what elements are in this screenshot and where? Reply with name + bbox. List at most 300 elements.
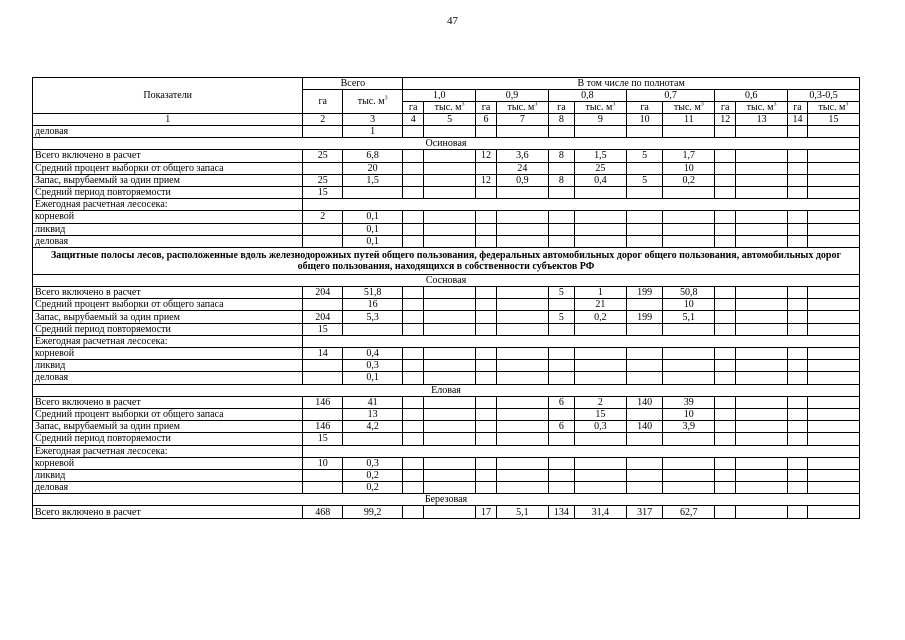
value-cell: 204 bbox=[303, 287, 343, 299]
value-cell bbox=[736, 235, 788, 247]
header-m3: тыс. $м^3$ bbox=[424, 102, 476, 114]
row-label: Всего включено в расчет bbox=[33, 396, 303, 408]
column-number: 9 bbox=[574, 114, 626, 126]
value-cell bbox=[476, 372, 497, 384]
value-cell bbox=[788, 396, 808, 408]
value-cell: 20 bbox=[342, 162, 402, 174]
value-cell: 5,3 bbox=[342, 311, 402, 323]
header-density: 0,9 bbox=[476, 90, 549, 102]
value-cell bbox=[788, 150, 808, 162]
header-ha: га bbox=[476, 102, 497, 114]
value-cell bbox=[403, 287, 424, 299]
value-cell bbox=[496, 482, 548, 494]
value-cell bbox=[715, 372, 736, 384]
value-cell bbox=[807, 323, 859, 335]
value-cell bbox=[403, 360, 424, 372]
column-number: 12 bbox=[715, 114, 736, 126]
header-density: 0,7 bbox=[626, 90, 714, 102]
value-cell: 5 bbox=[626, 174, 662, 186]
value-cell bbox=[403, 150, 424, 162]
value-cell bbox=[807, 162, 859, 174]
row-label: Средний процент выборки от общего запаса bbox=[33, 408, 303, 420]
row-label: корневой bbox=[33, 211, 303, 223]
value-cell bbox=[548, 186, 574, 198]
value-cell: 50,8 bbox=[663, 287, 715, 299]
value-cell bbox=[476, 421, 497, 433]
value-cell: 5 bbox=[626, 150, 662, 162]
value-cell bbox=[548, 126, 574, 138]
value-cell bbox=[807, 469, 859, 481]
value-cell bbox=[663, 433, 715, 445]
table-row bbox=[33, 335, 860, 347]
value-cell bbox=[574, 482, 626, 494]
value-cell bbox=[626, 235, 662, 247]
value-cell bbox=[342, 186, 402, 198]
value-cell bbox=[788, 299, 808, 311]
value-cell bbox=[807, 287, 859, 299]
value-cell: 0,1 bbox=[342, 235, 402, 247]
value-cell bbox=[788, 482, 808, 494]
value-cell bbox=[626, 457, 662, 469]
value-cell bbox=[476, 186, 497, 198]
table-row bbox=[33, 138, 860, 150]
value-cell bbox=[424, 433, 476, 445]
value-cell bbox=[476, 482, 497, 494]
header-indicators: Показатели bbox=[33, 78, 303, 114]
row-label: Средний процент выборки от общего запаса bbox=[33, 162, 303, 174]
value-cell bbox=[403, 408, 424, 420]
value-cell bbox=[476, 162, 497, 174]
value-cell bbox=[807, 235, 859, 247]
value-cell: 21 bbox=[574, 299, 626, 311]
value-cell: 25 bbox=[303, 150, 343, 162]
value-cell: 0,9 bbox=[496, 174, 548, 186]
category-heading: Защитные полосы лесов, расположенные вдоль железнодорожных путей общего пользования, федеральных автомобильных дорог общего пользования, автомобильных дорог общего пользования, находящихся в собственности субъектов РФ bbox=[33, 247, 860, 274]
value-cell: 0,2 bbox=[342, 469, 402, 481]
value-cell bbox=[403, 469, 424, 481]
value-cell bbox=[715, 457, 736, 469]
value-cell bbox=[496, 323, 548, 335]
value-cell: 0,1 bbox=[342, 223, 402, 235]
value-cell bbox=[574, 360, 626, 372]
value-cell bbox=[715, 482, 736, 494]
value-cell: 146 bbox=[303, 396, 343, 408]
value-cell: 0,1 bbox=[342, 372, 402, 384]
value-cell bbox=[496, 360, 548, 372]
value-cell: 0,2 bbox=[663, 174, 715, 186]
value-cell: 146 bbox=[303, 421, 343, 433]
value-cell bbox=[424, 235, 476, 247]
value-cell: 15 bbox=[303, 323, 343, 335]
value-cell bbox=[476, 211, 497, 223]
value-cell bbox=[548, 223, 574, 235]
value-cell bbox=[476, 287, 497, 299]
row-label: деловая bbox=[33, 372, 303, 384]
table-row bbox=[33, 396, 860, 408]
column-number: 10 bbox=[626, 114, 662, 126]
table-row bbox=[33, 247, 860, 274]
table-row bbox=[33, 360, 860, 372]
value-cell bbox=[476, 235, 497, 247]
value-cell bbox=[788, 433, 808, 445]
row-label: Средний процент выборки от общего запаса bbox=[33, 299, 303, 311]
value-cell bbox=[424, 348, 476, 360]
table-row bbox=[33, 126, 860, 138]
value-cell: 2 bbox=[574, 396, 626, 408]
column-number: 5 bbox=[424, 114, 476, 126]
value-cell bbox=[715, 162, 736, 174]
value-cell bbox=[476, 396, 497, 408]
table-row bbox=[33, 211, 860, 223]
table-row bbox=[33, 433, 860, 445]
value-cell bbox=[807, 360, 859, 372]
table-row bbox=[33, 311, 860, 323]
value-cell bbox=[736, 421, 788, 433]
value-cell bbox=[736, 506, 788, 518]
column-number: 13 bbox=[736, 114, 788, 126]
value-cell bbox=[548, 323, 574, 335]
table-row bbox=[33, 482, 860, 494]
value-cell: 99,2 bbox=[342, 506, 402, 518]
value-cell: 14 bbox=[303, 348, 343, 360]
value-cell: 140 bbox=[626, 396, 662, 408]
table-row bbox=[33, 162, 860, 174]
value-cell bbox=[424, 469, 476, 481]
value-cell: 5,1 bbox=[496, 506, 548, 518]
value-cell bbox=[736, 186, 788, 198]
value-cell bbox=[663, 348, 715, 360]
table-row bbox=[33, 421, 860, 433]
value-cell: 3,6 bbox=[496, 150, 548, 162]
value-cell: 134 bbox=[548, 506, 574, 518]
row-label: деловая bbox=[33, 482, 303, 494]
value-cell: 10 bbox=[663, 299, 715, 311]
empty-cell bbox=[303, 445, 860, 457]
value-cell bbox=[403, 126, 424, 138]
value-cell: 1,7 bbox=[663, 150, 715, 162]
value-cell bbox=[715, 223, 736, 235]
value-cell bbox=[403, 223, 424, 235]
value-cell bbox=[626, 126, 662, 138]
value-cell: 10 bbox=[663, 408, 715, 420]
value-cell bbox=[807, 457, 859, 469]
value-cell bbox=[626, 408, 662, 420]
value-cell bbox=[424, 506, 476, 518]
value-cell bbox=[476, 348, 497, 360]
value-cell: 0,3 bbox=[574, 421, 626, 433]
value-cell bbox=[424, 360, 476, 372]
value-cell bbox=[807, 150, 859, 162]
value-cell bbox=[548, 162, 574, 174]
value-cell bbox=[663, 126, 715, 138]
table-row bbox=[33, 457, 860, 469]
value-cell bbox=[424, 408, 476, 420]
column-number: 1 bbox=[33, 114, 303, 126]
value-cell bbox=[548, 433, 574, 445]
header-m3: тыс. $м^3$ bbox=[807, 102, 859, 114]
value-cell bbox=[403, 506, 424, 518]
value-cell bbox=[303, 360, 343, 372]
value-cell bbox=[663, 323, 715, 335]
value-cell bbox=[736, 150, 788, 162]
value-cell bbox=[626, 162, 662, 174]
value-cell bbox=[663, 186, 715, 198]
value-cell bbox=[424, 421, 476, 433]
value-cell: 51,8 bbox=[342, 287, 402, 299]
value-cell bbox=[736, 174, 788, 186]
table-row bbox=[33, 199, 860, 211]
column-number: 7 bbox=[496, 114, 548, 126]
value-cell bbox=[736, 223, 788, 235]
value-cell bbox=[574, 126, 626, 138]
value-cell bbox=[807, 174, 859, 186]
value-cell bbox=[574, 469, 626, 481]
value-cell bbox=[788, 421, 808, 433]
value-cell: 0,3 bbox=[342, 457, 402, 469]
value-cell bbox=[788, 186, 808, 198]
header-ha: га bbox=[715, 102, 736, 114]
value-cell: 1 bbox=[342, 126, 402, 138]
value-cell bbox=[736, 211, 788, 223]
value-cell bbox=[574, 186, 626, 198]
value-cell bbox=[403, 186, 424, 198]
value-cell: 0,2 bbox=[574, 311, 626, 323]
value-cell: 5 bbox=[548, 311, 574, 323]
value-cell bbox=[663, 211, 715, 223]
value-cell: 6,8 bbox=[342, 150, 402, 162]
row-label: деловая bbox=[33, 126, 303, 138]
column-number: 11 bbox=[663, 114, 715, 126]
value-cell bbox=[496, 235, 548, 247]
value-cell bbox=[736, 126, 788, 138]
value-cell: 1,5 bbox=[574, 150, 626, 162]
value-cell bbox=[403, 396, 424, 408]
value-cell bbox=[403, 299, 424, 311]
header-total-m3: тыс. $м^3$ bbox=[342, 90, 402, 114]
row-label: Ежегодная расчетная лесосека: bbox=[33, 199, 303, 211]
value-cell: 39 bbox=[663, 396, 715, 408]
value-cell: 6 bbox=[548, 421, 574, 433]
value-cell: 0,4 bbox=[342, 348, 402, 360]
value-cell bbox=[663, 223, 715, 235]
value-cell: 12 bbox=[476, 150, 497, 162]
value-cell: 25 bbox=[303, 174, 343, 186]
value-cell bbox=[788, 235, 808, 247]
header-ha: га bbox=[548, 102, 574, 114]
value-cell bbox=[626, 211, 662, 223]
page-number: 47 bbox=[447, 15, 458, 27]
value-cell bbox=[496, 421, 548, 433]
column-number: 14 bbox=[788, 114, 808, 126]
value-cell bbox=[626, 360, 662, 372]
row-label: ликвид bbox=[33, 469, 303, 481]
row-label: Запас, вырубаемый за один прием bbox=[33, 311, 303, 323]
value-cell bbox=[736, 299, 788, 311]
table-row bbox=[33, 174, 860, 186]
value-cell bbox=[403, 482, 424, 494]
value-cell: 15 bbox=[303, 186, 343, 198]
value-cell bbox=[736, 433, 788, 445]
value-cell bbox=[403, 323, 424, 335]
value-cell bbox=[788, 348, 808, 360]
value-cell bbox=[788, 162, 808, 174]
value-cell: 2 bbox=[303, 211, 343, 223]
value-cell bbox=[303, 408, 343, 420]
value-cell bbox=[303, 126, 343, 138]
header-density: 0,3-0,5 bbox=[788, 90, 860, 102]
value-cell: 8 bbox=[548, 174, 574, 186]
value-cell bbox=[496, 223, 548, 235]
value-cell bbox=[424, 396, 476, 408]
value-cell: 317 bbox=[626, 506, 662, 518]
value-cell bbox=[715, 348, 736, 360]
column-number: 15 bbox=[807, 114, 859, 126]
header-m3: тыс. $м^3$ bbox=[496, 102, 548, 114]
value-cell: 25 bbox=[574, 162, 626, 174]
value-cell: 15 bbox=[574, 408, 626, 420]
row-label: Запас, вырубаемый за один прием bbox=[33, 174, 303, 186]
value-cell bbox=[548, 360, 574, 372]
value-cell bbox=[548, 408, 574, 420]
empty-cell bbox=[303, 335, 860, 347]
value-cell bbox=[424, 186, 476, 198]
row-label: Всего включено в расчет bbox=[33, 287, 303, 299]
section-title: Березовая bbox=[33, 494, 860, 506]
header-m3: тыс. $м^3$ bbox=[736, 102, 788, 114]
value-cell bbox=[496, 408, 548, 420]
value-cell bbox=[303, 235, 343, 247]
header-m3: тыс. $м^3$ bbox=[574, 102, 626, 114]
value-cell bbox=[715, 186, 736, 198]
row-label: Ежегодная расчетная лесосека: bbox=[33, 445, 303, 457]
row-label: ликвид bbox=[33, 360, 303, 372]
value-cell: 3,9 bbox=[663, 421, 715, 433]
value-cell bbox=[424, 457, 476, 469]
value-cell bbox=[715, 174, 736, 186]
value-cell bbox=[424, 482, 476, 494]
value-cell bbox=[403, 348, 424, 360]
value-cell bbox=[476, 126, 497, 138]
value-cell bbox=[403, 311, 424, 323]
value-cell bbox=[424, 126, 476, 138]
column-number: 3 bbox=[342, 114, 402, 126]
value-cell bbox=[574, 235, 626, 247]
table-row bbox=[33, 299, 860, 311]
table-row bbox=[33, 323, 860, 335]
value-cell bbox=[574, 457, 626, 469]
value-cell bbox=[476, 408, 497, 420]
value-cell bbox=[663, 360, 715, 372]
value-cell bbox=[736, 348, 788, 360]
value-cell bbox=[574, 223, 626, 235]
value-cell: 62,7 bbox=[663, 506, 715, 518]
value-cell bbox=[736, 360, 788, 372]
value-cell bbox=[626, 469, 662, 481]
value-cell: 0,1 bbox=[342, 211, 402, 223]
value-cell bbox=[788, 506, 808, 518]
value-cell bbox=[496, 396, 548, 408]
value-cell bbox=[626, 223, 662, 235]
value-cell bbox=[548, 469, 574, 481]
value-cell bbox=[788, 287, 808, 299]
value-cell: 13 bbox=[342, 408, 402, 420]
table-row bbox=[33, 223, 860, 235]
table-row bbox=[33, 348, 860, 360]
value-cell bbox=[736, 457, 788, 469]
row-label: Всего включено в расчет bbox=[33, 506, 303, 518]
value-cell bbox=[496, 299, 548, 311]
value-cell bbox=[403, 457, 424, 469]
value-cell bbox=[715, 469, 736, 481]
value-cell bbox=[736, 372, 788, 384]
value-cell: 41 bbox=[342, 396, 402, 408]
value-cell: 5 bbox=[548, 287, 574, 299]
value-cell bbox=[424, 162, 476, 174]
value-cell bbox=[626, 372, 662, 384]
value-cell bbox=[788, 360, 808, 372]
table-row bbox=[33, 186, 860, 198]
value-cell: 12 bbox=[476, 174, 497, 186]
table-row bbox=[33, 235, 860, 247]
value-cell bbox=[626, 433, 662, 445]
value-cell bbox=[548, 211, 574, 223]
value-cell bbox=[663, 482, 715, 494]
value-cell bbox=[424, 299, 476, 311]
value-cell: 0,4 bbox=[574, 174, 626, 186]
row-label: ликвид bbox=[33, 223, 303, 235]
value-cell bbox=[715, 235, 736, 247]
value-cell bbox=[736, 311, 788, 323]
value-cell bbox=[496, 433, 548, 445]
value-cell: 8 bbox=[548, 150, 574, 162]
value-cell bbox=[788, 174, 808, 186]
value-cell bbox=[496, 457, 548, 469]
table-row bbox=[33, 150, 860, 162]
value-cell: 31,4 bbox=[574, 506, 626, 518]
value-cell bbox=[476, 433, 497, 445]
value-cell bbox=[807, 348, 859, 360]
value-cell bbox=[788, 126, 808, 138]
value-cell bbox=[574, 211, 626, 223]
value-cell bbox=[807, 311, 859, 323]
value-cell bbox=[807, 396, 859, 408]
value-cell bbox=[807, 299, 859, 311]
header-density: 0,6 bbox=[715, 90, 788, 102]
value-cell bbox=[736, 162, 788, 174]
value-cell bbox=[626, 482, 662, 494]
value-cell bbox=[663, 469, 715, 481]
value-cell: 1 bbox=[574, 287, 626, 299]
table-row bbox=[33, 445, 860, 457]
table-row bbox=[33, 274, 860, 286]
value-cell bbox=[476, 323, 497, 335]
table-row bbox=[33, 494, 860, 506]
row-label: Запас, вырубаемый за один прием bbox=[33, 421, 303, 433]
value-cell bbox=[807, 421, 859, 433]
row-label: деловая bbox=[33, 235, 303, 247]
row-label: Средний период повторяемости bbox=[33, 433, 303, 445]
value-cell bbox=[807, 126, 859, 138]
value-cell bbox=[476, 469, 497, 481]
value-cell bbox=[574, 323, 626, 335]
value-cell bbox=[476, 299, 497, 311]
value-cell bbox=[424, 211, 476, 223]
table-row bbox=[33, 408, 860, 420]
column-number: 6 bbox=[476, 114, 497, 126]
value-cell bbox=[303, 223, 343, 235]
header-m3: тыс. $м^3$ bbox=[663, 102, 715, 114]
row-label: корневой bbox=[33, 348, 303, 360]
